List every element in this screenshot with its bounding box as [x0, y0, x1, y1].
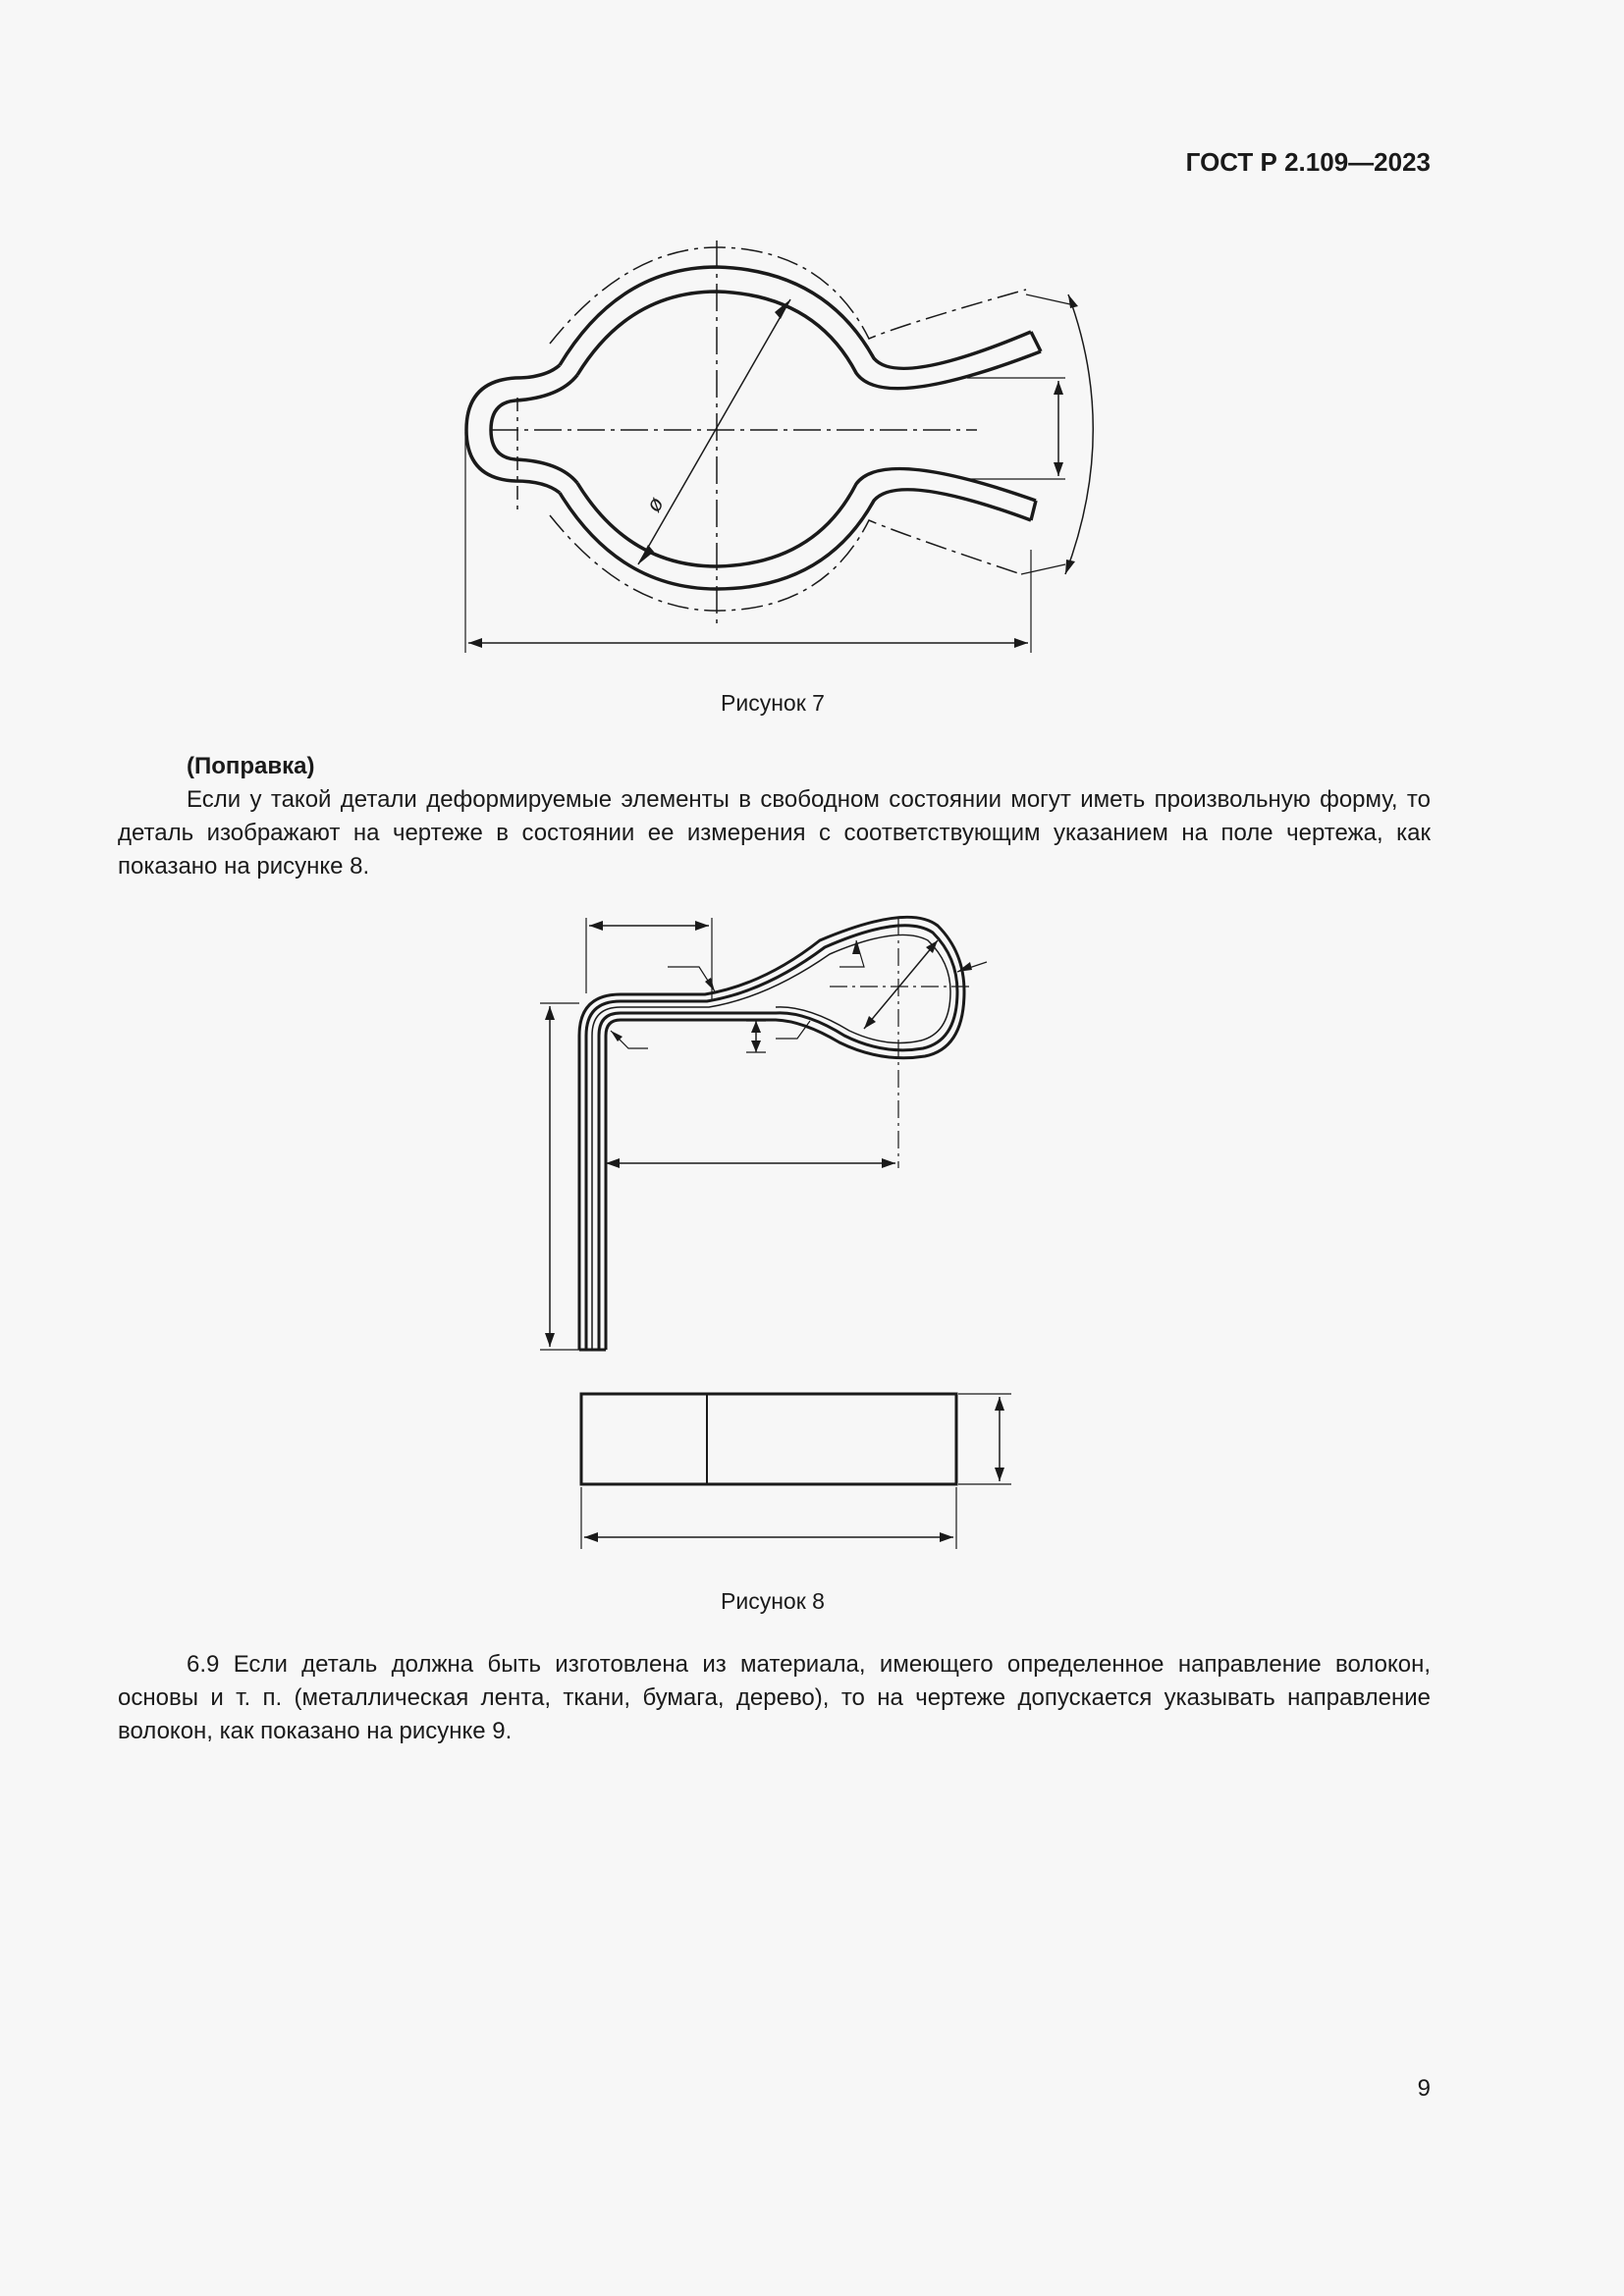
figure-7-drawing: [0, 226, 1624, 687]
amendment-label: (Поправка): [187, 753, 315, 779]
figure-7-caption: Рисунок 7: [721, 690, 825, 716]
document-number: ГОСТ Р 2.109—2023: [1185, 147, 1431, 177]
diameter-symbol: ø: [640, 492, 669, 516]
page-number: 9: [1417, 2075, 1431, 2102]
clause-6-9-paragraph: 6.9 Если деталь должна быть изготовлена из материала, имеющего определенное направление волокон, основы и т. п. (металлическая лента, ткани, бумага, дерево), то на чертеже допускается указывать направление волокон, как показано на рисунке 9.: [118, 1651, 1431, 1744]
clause-6-9-block: [118, 1648, 1431, 1748]
amendment-paragraph: Если у такой детали деформируемые элементы в свободном состоянии могут иметь произвольную форму, то деталь изображают на чертеже в состоянии ее измерения с соответствующим указанием на поле чертежа, как показано на рисунке 8.: [118, 786, 1431, 880]
figure-8-caption: Рисунок 8: [721, 1588, 825, 1614]
figure-8-drawing: [0, 903, 1624, 1561]
amendment-block: [118, 750, 1431, 883]
